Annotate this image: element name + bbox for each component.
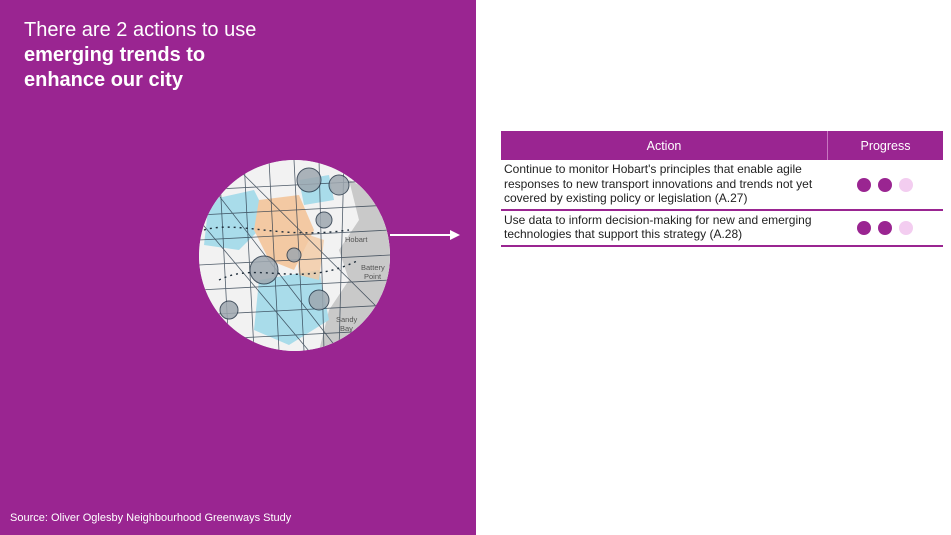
- progress-indicator: [828, 160, 944, 210]
- page-title: [24, 18, 284, 93]
- arrow-right-icon: [390, 228, 462, 242]
- progress-dot-icon: [878, 178, 892, 192]
- progress-dot-icon: [878, 221, 892, 235]
- source-caption: Source: Oliver Oglesby Neighbourhood Greenways Study: [10, 512, 292, 524]
- map-label-battery: Battery: [361, 263, 385, 272]
- map-label-bay: Bay: [340, 324, 353, 333]
- map-label-sandy: Sandy: [336, 315, 358, 324]
- column-header-action: Action: [501, 131, 828, 160]
- map-illustration: [199, 160, 390, 351]
- actions-table: [501, 131, 943, 247]
- headline-plain: There are 2 actions to use: [24, 19, 257, 41]
- table-header-row: [501, 131, 943, 160]
- map-image: [199, 160, 390, 351]
- progress-dot-icon: [857, 221, 871, 235]
- table-row: [501, 160, 943, 210]
- map-label-point: Point: [364, 272, 382, 281]
- action-text: Continue to monitor Hobart's principles that enable agile responses to new transport innovations and trends not yet covered by existing policy or legislation (A.27): [501, 160, 828, 210]
- table-row: [501, 210, 943, 246]
- column-header-progress: Progress: [828, 131, 944, 160]
- action-text: Use data to inform decision-making for new and emerging technologies that support this strategy (A.28): [501, 210, 828, 246]
- headline-bold: emerging trends to enhance our city: [24, 44, 206, 91]
- progress-dot-icon: [899, 178, 913, 192]
- progress-indicator: [828, 210, 944, 246]
- progress-dot-icon: [899, 221, 913, 235]
- map-label-hobart: Hobart: [345, 235, 368, 244]
- progress-dot-icon: [857, 178, 871, 192]
